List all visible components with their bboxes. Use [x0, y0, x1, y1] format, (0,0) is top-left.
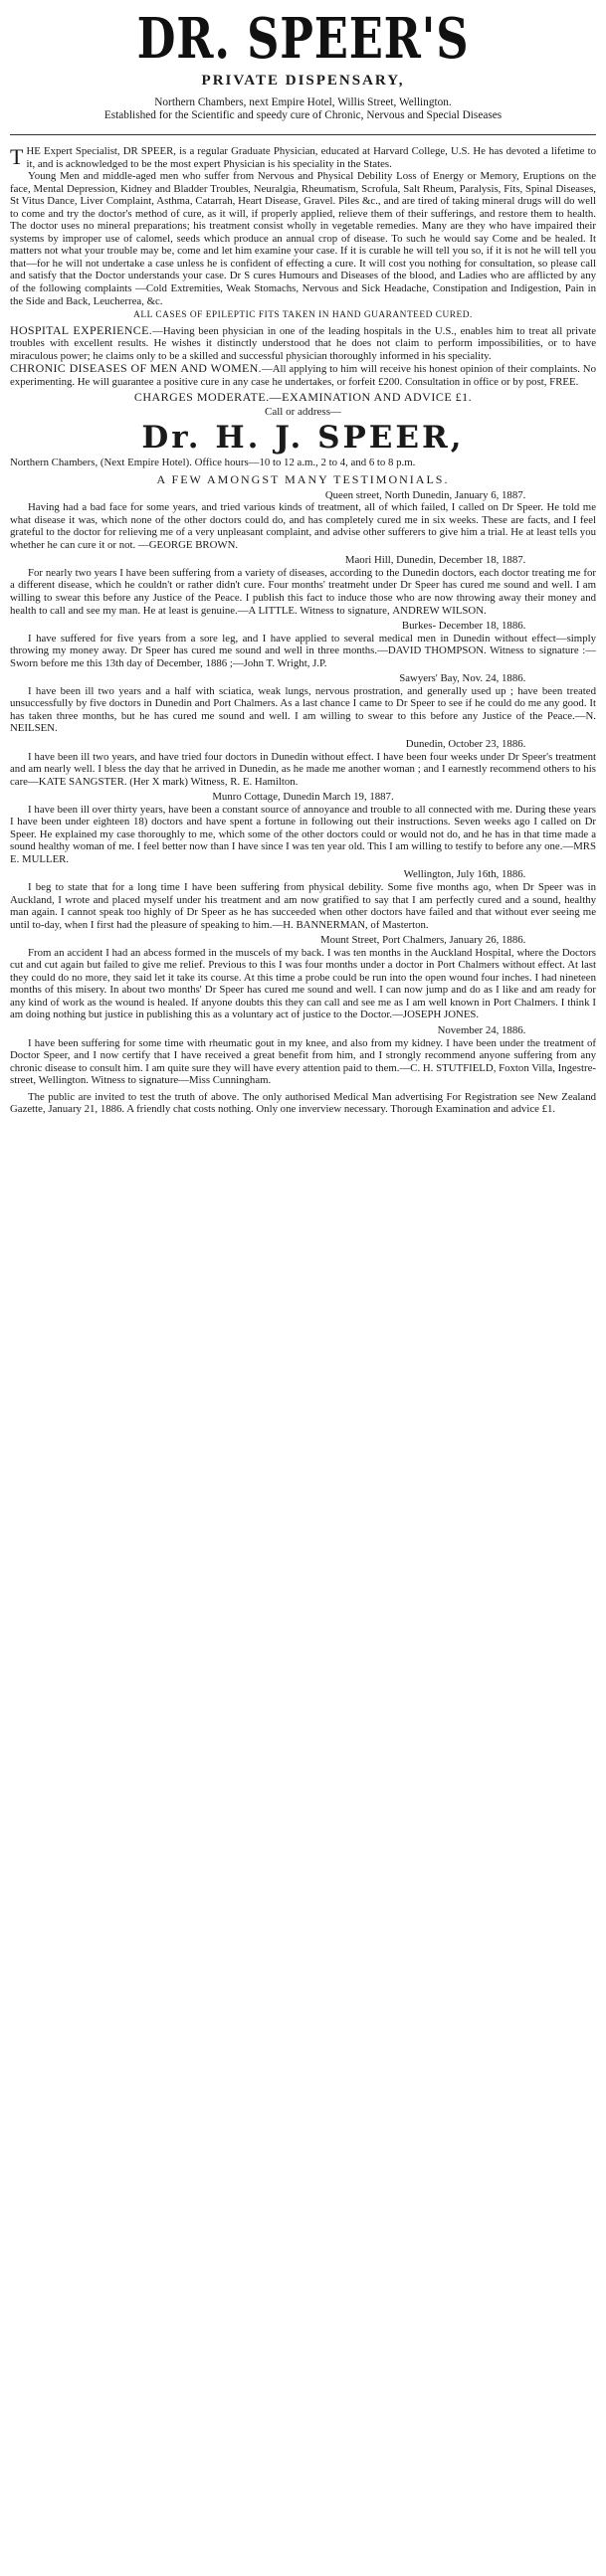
testimonial-body: I have been ill two years, and have tried four doctors in Dunedin without effect. I have been four weeks under Dr Speer's treatment and am nearly well. I bless the day that he arrived in Dunedin, as he made me another woman ; and I earnestly recommend others to his care—KATE SANGSTER. (Her X mark) Witness, R. E. Hamilton.	[10, 750, 596, 788]
chronic-diseases-label: CHRONIC DISEASES OF MEN AND WOMEN.	[10, 361, 262, 376]
drop-cap: T	[10, 144, 24, 169]
testimonial-text	[10, 751, 596, 789]
testimonial-text	[10, 804, 596, 866]
testimonial-text	[10, 633, 596, 670]
testimonial-place-date: Wellington, July 16th, 1886.	[403, 868, 526, 881]
testimonial-body: I have been suffering for some time with rheumatic gout in my knee, and also from my kidney. I have been under the treatment of Doctor Speer, and I now certify that I have received a great benefit from him, and I strongly recommend anyone suffering from any chronic disease to consult him. I am quite sure they will have every attention paid to them.—C. H. STUTFIELD, Foxton Villa, Ingestre-street, Wellington. Witness to signature—Miss Cunningham.	[10, 1036, 596, 1087]
divider	[10, 134, 596, 135]
hospital-experience-label: HOSPITAL EXPERIENCE.	[10, 322, 153, 337]
advert-title: DR. SPEER'S	[136, 6, 470, 72]
footer-paragraph: The public are invited to test the truth of above. The only authorised Medical Man advertising For Registration see New Zealand Gazette, January 21, 1886. A friendly chat costs nothing. Only one inverview necessary. Thorough Examination and advice £1.	[10, 1090, 596, 1116]
office-hours: Northern Chambers, (Next Empire Hotel). Office hours—10 to 12 a.m., 2 to 4, and 6 to 8 p.m.	[10, 457, 416, 469]
testimonial-body: I have suffered for five years from a sore leg, and I have applied to several medical men in Dunedin without effect—simply throwing my money away. Dr Speer has cured me sound and well in three months.—DAVID THOMPSON. Witness to signature :—Sworn before me this 13th day of December, 1886 ;—John T. Wright, J.P.	[10, 632, 596, 669]
testimonial-place-date: Maori Hill, Dunedin, December 18, 1887.	[344, 554, 526, 567]
testimonial-body: I beg to state that for a long time I have been suffering from physical debility. Some five months ago, when Dr Speer was in Auckland, I wrote and placed myself under his treatment and am now gratified to say that I am perfectly cured and a sound, healthy man again. I cannot speak too highly of Dr Speer as he has succeeded when other doctors have failed and that without ever seeing me until to-day, when I first had the pleasure of speaking to him.—H. BANNERMAN, of Masterton.	[10, 880, 596, 931]
testimonial-place-date: Munro Cottage, Dunedin March 19, 1887.	[212, 791, 394, 804]
testimonial-place-date: Sawyers' Bay, Nov. 24, 1886.	[399, 672, 526, 685]
testimonial-body: I have been ill two years and a half with sciatica, weak lungs, nervous prostration, and generally used up ; have been treated unsuccessfully by five doctors in Dunedin and Port Chalmers. As a last chance I came to Dr Speer to see if he could do me any good. It has taken three months, but he has cured me sound and well. I am willing to swear to this before any Justice of the Peace.—N. NEILSEN.	[10, 684, 596, 735]
testimonial-place-date: November 24, 1886.	[437, 1024, 526, 1036]
testimonial-text	[10, 1037, 596, 1087]
testimonial-body: Having had a bad face for some years, and tried various kinds of treatment, all of which failed, I called on Dr Speer. He told me what disease it was, which none of the other doctors could do, and has completely cured me in six weeks. These are facts, and I feel grateful to the doctor for relieving me of a very unpleasant complaint, and advise other sufferers to give him a trial. He at least tells you whether he can cure it or not.	[10, 501, 596, 551]
testimonial-place-date: Mount Street, Port Chalmers, January 26, 1886.	[320, 934, 526, 947]
testimonial-text	[10, 685, 596, 735]
advert-subtitle: PRIVATE DISPENSARY,	[201, 73, 405, 89]
testimonial-text	[10, 501, 596, 551]
intro-paragraph: THE Expert Specialist, DR SPEER, is a regular Graduate Physician, educated at Harvard College, U.S. He has devoted a lifetime to it, and is acknowledged to be the most expert Physician is his speciality in the States.	[10, 144, 596, 170]
established-line: Established for the Scientific and speedy cure of Chronic, Nervous and Special Diseases	[103, 109, 503, 121]
testimonial-place-date: Queen street, North Dunedin, January 6, 1887.	[324, 488, 526, 501]
testimonials-list	[10, 489, 596, 1087]
testimonial-signature: ANDREW WILSON.	[392, 604, 487, 617]
testimonial-place-date: Dunedin, October 23, 1886.	[405, 737, 526, 750]
testimonial-place-date: Burkes- December 18, 1886.	[401, 620, 526, 633]
conditions-paragraph: Young Men and middle-aged men who suffer from Nervous and Physical Debility Loss of Energy or Memory, Eruptions on the face, Mental Depression, Kidney and Bladder Troubles, Neuralgia, Rheumatism, Scrofula, Salt Rheum, Paralysis, Fits, Spinal Diseases, St Vitus Dance, Liver Complaint, Asthma, Catarrah, Heart Disease, Gravel. Piles &c., and are tired of taking mineral drugs will do well to come and try the doctor's method of cure, as it will, if properly applied, relieve them of their sufferings, and restore them to health. The doctor uses no mineral preparations; his treatment consist wholly in vegetable remedies. Many are they who have impaired their systems by improper use of calomel, seeds which produce an annual crop of disease. To such he would say Come and be healed. It matters not what your trouble may be, come and let him examine your case. If it is curable he will tell you so, if it is not he will tell you that—for he will not undertake a case unless he is confident of effecting a cure. It will cost you nothing for consultation, so please call and satisfy that the Doctor understands your case. Dr S cures Humours and Diseases of the blood, and Ladies who are afflicted by any of the following complaints —Cold Extremities, Weak Stomachs, Nervous and Sick Headache, Constipation and Indigestion, Pain in the Side and Back, Leucherrea, &c.	[10, 170, 596, 307]
testimonial-body: I have been ill over thirty years, have been a constant source of annoyance and trouble to all connected with me. During these years I have been under eighteen 18) doctors and have spent a fortune in following out their instructions. Seven weeks ago I called on Dr Speer. He explained my case thoroughly to me, which some of the other doctors could or would not do, and he has in that time made a sound healthy woman of me. I feel better now than I have since I was ten year old. This I am willing to testify to before any one.—MRS E. MULLER.	[10, 803, 596, 865]
dispensary-address: Northern Chambers, next Empire Hotel, Willis Street, Wellington.	[154, 96, 452, 108]
testimonial-signature: —GEORGE BROWN.	[137, 538, 239, 551]
epileptic-note: ALL CASES OF EPILEPTIC FITS TAKEN IN HAND GUARANTEED CURED.	[133, 310, 473, 321]
doctor-name: Dr. H. J. SPEER,	[141, 420, 465, 457]
hospital-experience-paragraph: HOSPITAL EXPERIENCE.—Having been physician in one of the leading hospitals in the U.S., enables him to treat all private troubles with excellent results. He wishes it distinctly understood that he does not claim to perform impossibilities, or to have miraculous power; he claims only to be a skilled and successful physician thoroughly informed in his speciality.	[10, 322, 596, 362]
testimonial-body: For nearly two years I have been suffering from a variety of diseases, according to the Dunedin doctors, each doctor treating me for a different disease, which he couldn't or rather didn't cure. Four months' treatmeht under Dr Speer has cured me sound and well. I am willing to swear this before any Justice of the Peace. I publish this fact to induce those who are now throwing away their money and health to call and see my man. He at least is genuine.—A LITTLE. Witness to signature,	[10, 566, 596, 617]
testimonial-body: From an accident I had an abcess formed in the muscels of my back. I was ten months in the Auckland Hospital, where the Doctors cut and cut again but failed to give me relief. Previous to this I was four months under a doctor in Port Chalmers without effect. At last they could do no more, they said let it take its course. At this time a probe could be run into the open wound four inches. I had nineteen months of this misery. In about two months' Dr Speer has cured me sound and well. I can now jump and do as I like and am ready for any kind of work as the wound is healed. If anyone doubts this they can call and see me as I am well known in Port Chalmers. I think I am doing nothing but justice in publishing this as a voluntary act of justice to the Doctor.—JOSEPH JONES.	[10, 946, 596, 1021]
testimonial-text	[10, 567, 596, 617]
testimonials-heading: A FEW AMONGST MANY TESTIMONIALS.	[156, 472, 450, 487]
testimonial-text	[10, 947, 596, 1021]
charges-line: CHARGES MODERATE.—EXAMINATION AND ADVICE £1.	[133, 390, 473, 405]
testimonial-text	[10, 881, 596, 931]
call-or-address: Call or address—	[265, 405, 341, 418]
chronic-diseases-paragraph: CHRONIC DISEASES OF MEN AND WOMEN.—All applying to him will receive his honest opinion of their complaints. No experimenting. He will guarantee a positive cure in any case he undertakes, or forfeit £200. Consultation in office or by post, FREE.	[10, 361, 596, 388]
